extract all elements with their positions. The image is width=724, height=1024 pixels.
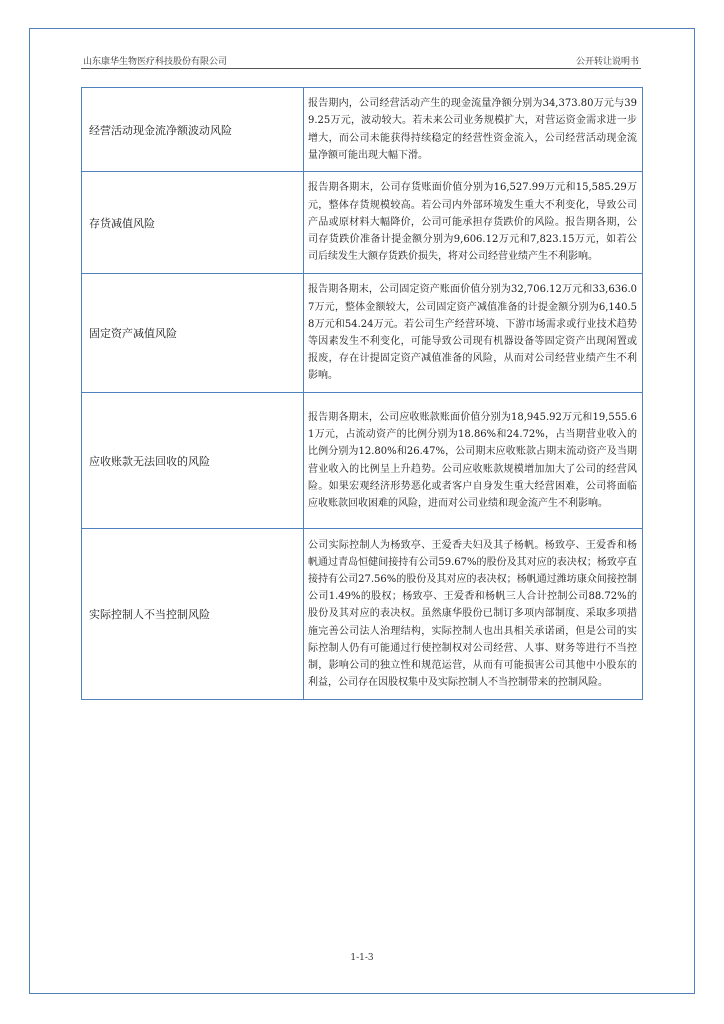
page-number: 1-1-3 — [350, 953, 374, 963]
table-row — [82, 393, 643, 529]
risk-description: 报告期各期末，公司固定资产账面价值分别为32,706.12万元和33,636.07万元，整体金额较大，公司固定资产减值准备的计提金额分别为6,140.58万元和54.24万元。若公司生产经营环境、下游市场需求或行业技术趋势等因素发生不利变化，可能导致公司现有机器设备等固定资产出现闲置或报废，存在计提固定资产减值准备的风险，从而对公司经营业绩产生不利影响。 — [304, 274, 643, 393]
table-row — [82, 88, 643, 172]
risk-description: 报告期各期末，公司存货账面价值分别为16,527.99万元和15,585.29万元，整体存货规模较高。若公司内外部环境发生重大不利变化，导致公司产品或原材料大幅降价，公司可能承担存货跌价的风险。报告期各期，公司存货跌价准备计提金额分别为9,606.12万元和7,823.15万元，如若公司后续发生大额存货跌价损失，将对公司经营业绩产生不利影响。 — [304, 172, 643, 274]
page-header — [81, 52, 641, 69]
table-row — [82, 529, 643, 700]
table-row — [82, 274, 643, 393]
risk-description: 报告期各期末，公司应收账款账面价值分别为18,945.92万元和19,555.61万元，占流动资产的比例分别为18.86%和24.72%，占当期营业收入的比例分别为12.80%和26.47%，公司期末应收账款占期末流动资产及当期营业收入的比例呈上升趋势。公司应收账款规模增加加大了公司的经营风险。如果宏观经济形势恶化或者客户自身发生重大经营困难，公司将面临应收账款回收困难的风险，进而对公司业绩和现金流产生不利影响。 — [304, 393, 643, 529]
risk-name: 实际控制人不当控制风险 — [82, 529, 304, 700]
document-type: 公开转让说明书 — [575, 57, 639, 67]
risk-description: 报告期内，公司经营活动产生的现金流量净额分别为34,373.80万元与399.25万元，波动较大。若未来公司业务规模扩大，对营运资金需求进一步增大，而公司未能获得持续稳定的经营性资金流入，公司经营活动现金流量净额可能出现大幅下滑。 — [304, 88, 643, 172]
risk-name: 存货减值风险 — [82, 172, 304, 274]
table-row — [82, 172, 643, 274]
risk-table — [81, 87, 643, 700]
risk-description: 公司实际控制人为杨致亭、王爱香夫妇及其子杨帆。杨致亭、王爱香和杨帆通过青岛恒健间接持有公司59.67%的股份及其对应的表决权；杨致亭直接持有公司27.56%的股份及其对应的表决权；杨帆通过潍坊康众间接控制公司1.49%的股权；杨致亭、王爱香和杨帆三人合计控制公司88.72%的股份及其对应的表决权。虽然康华股份已制订多项内部制度、采取多项措施完善公司法人治理结构，实际控制人也出具相关承诺函，但是公司的实际控制人仍有可能通过行使控制权对公司经营、人事、财务等进行不当控制，影响公司的独立性和规范运营，从而有可能损害公司其他中小股东的利益，公司存在因股权集中及实际控制人不当控制带来的控制风险。 — [304, 529, 643, 700]
risk-name: 固定资产减值风险 — [82, 274, 304, 393]
risk-name: 应收账款无法回收的风险 — [82, 393, 304, 529]
risk-name: 经营活动现金流净额波动风险 — [82, 88, 304, 172]
company-name: 山东康华生物医疗科技股份有限公司 — [83, 57, 228, 67]
